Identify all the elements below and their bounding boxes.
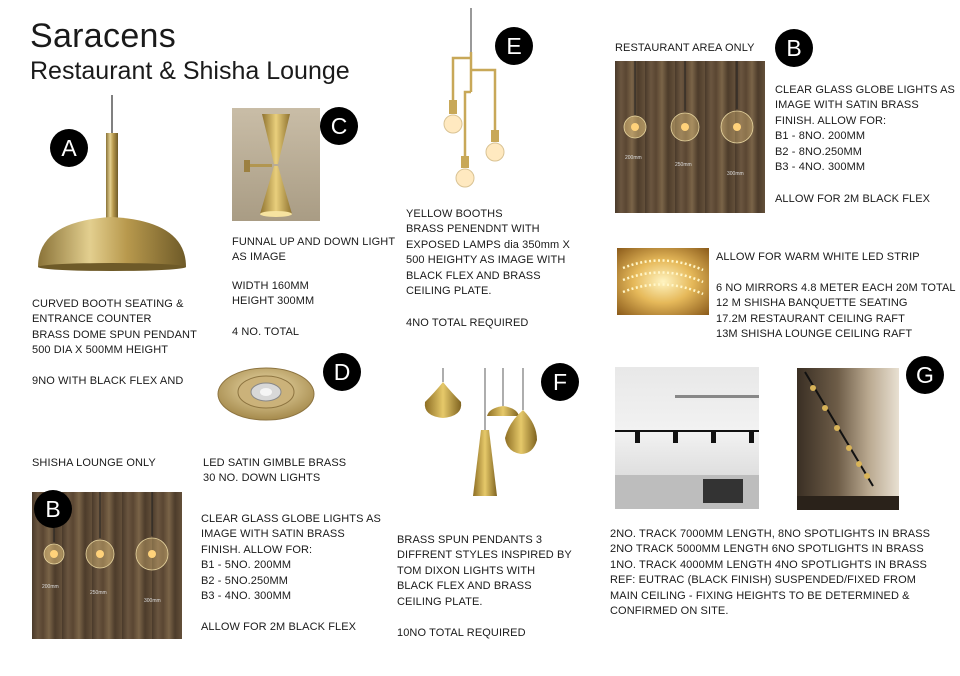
image-label: 250mm	[90, 590, 107, 596]
led-strip-image	[617, 248, 709, 315]
item-a-quantity: 9NO WITH BLACK FLEX AND	[32, 375, 184, 387]
badge-b-bottom: B	[34, 490, 72, 528]
item-g-description: 2NO. TRACK 7000MM LENGTH, 8NO SPOTLIGHTS IN BRASS 2NO TRACK 5000MM LENGTH 6NO SPOTLIGHTS IN BRASS 1NO. TRACK 4000MM LENGTH 4NO SPOTLIGHTS IN BRASS REF: EUTRAC (BLACK FINISH) SUSPENDED/FIXED FROM MAIN CEILING - FIXING HEIGHTS TO BE DETERMINED & CONFIRMED ON SITE.	[610, 528, 931, 618]
item-c-description: FUNNAL UP AND DOWN LIGHT AS IMAGE	[232, 236, 396, 264]
badge-d: D	[323, 353, 361, 391]
gimble-downlight-image	[212, 360, 320, 428]
brass-dome-pendant-image	[30, 95, 195, 285]
badge-g: G	[906, 356, 944, 394]
brass-spun-pendants-image	[405, 368, 550, 513]
shisha-lounge-label: SHISHA LOUNGE ONLY	[32, 457, 156, 469]
restaurant-area-label: RESTAURANT AREA ONLY	[615, 42, 755, 54]
track-lights-corridor-image	[797, 368, 899, 510]
item-b-bottom-description: CLEAR GLASS GLOBE LIGHTS AS IMAGE WITH SATIN BRASS FINISH. ALLOW FOR: B1 - 5NO. 200MM B2 - 5NO.250MM B3 - 4NO. 300MM	[201, 513, 381, 603]
badge-e: E	[495, 27, 533, 65]
image-label: 300mm	[727, 171, 744, 177]
led-strip-description: 6 NO MIRRORS 4.8 METER EACH 20M TOTAL 12 M SHISHA BANQUETTE SEATING 17.2M RESTAURANT CEILING RAFT 13M SHISHA LOUNGE CEILING RAFT	[716, 282, 956, 341]
image-label: 200mm	[625, 155, 642, 161]
image-label: 200mm	[42, 584, 59, 590]
item-f-quantity: 10NO TOTAL REQUIRED	[397, 627, 526, 639]
badge-a: A	[50, 129, 88, 167]
item-b-top-flex: ALLOW FOR 2M BLACK FLEX	[775, 193, 931, 205]
image-label: 300mm	[144, 598, 161, 604]
item-a-description: CURVED BOOTH SEATING & ENTRANCE COUNTER BRASS DOME SPUN PENDANT 500 DIA X 500MM HEIGHT	[32, 298, 197, 357]
badge-f: F	[541, 363, 579, 401]
item-e-description: YELLOW BOOTHS BRASS PENENDNT WITH EXPOSED LAMPS dia 350mm X 500 HEIGHTY AS IMAGE WITH BLACK FLEX AND BRASS CEILING PLATE.	[406, 208, 570, 298]
led-strip-title: ALLOW FOR WARM WHITE LED STRIP	[716, 251, 920, 263]
item-b-bottom-flex: ALLOW FOR 2M BLACK FLEX	[201, 621, 357, 633]
track-lights-room-image	[615, 367, 759, 509]
funnel-wall-light-image	[232, 108, 320, 221]
item-d-description: LED SATIN GIMBLE BRASS 30 NO. DOWN LIGHTS	[203, 457, 347, 485]
image-label: 250mm	[675, 162, 692, 168]
item-c-dimensions: WIDTH 160MM HEIGHT 300MM	[232, 280, 315, 308]
item-c-quantity: 4 NO. TOTAL	[232, 326, 300, 338]
globe-lights-restaurant-image	[615, 61, 765, 213]
page-subtitle: Restaurant & Shisha Lounge	[30, 57, 350, 85]
page-title: Saracens	[30, 17, 177, 55]
badge-b-top: B	[775, 29, 813, 67]
item-b-top-description: CLEAR GLASS GLOBE LIGHTS AS IMAGE WITH SATIN BRASS FINISH. ALLOW FOR: B1 - 8NO. 200MM B2 - 8NO.250MM B3 - 4NO. 300MM	[775, 84, 955, 174]
item-e-quantity: 4NO TOTAL REQUIRED	[406, 317, 529, 329]
item-f-description: BRASS SPUN PENDANTS 3 DIFFRENT STYLES INSPIRED BY TOM DIXON LIGHTS WITH BLACK FLEX AND BRASS CEILING PLATE.	[397, 534, 572, 608]
badge-c: C	[320, 107, 358, 145]
